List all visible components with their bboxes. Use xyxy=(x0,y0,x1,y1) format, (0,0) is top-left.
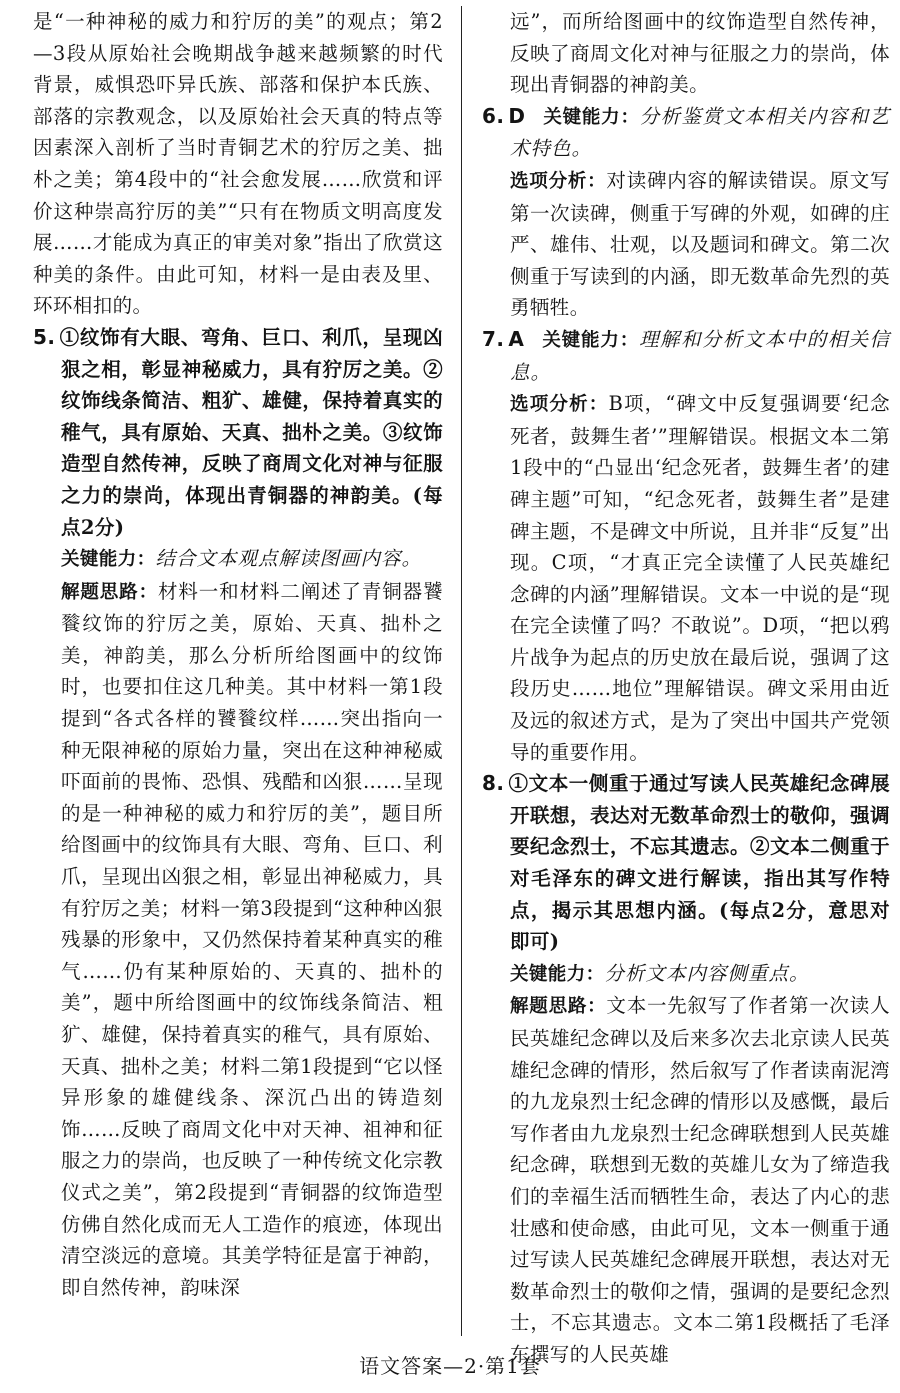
ability-text: 分析鉴赏文本相关内容和艺术特色。 xyxy=(510,104,890,161)
answer-text: ①纹饰有大眼、弯角、巨口、利爪，呈现凶狠之相，彰显神秘威力，具有狞厉之美。②纹饰线条简洁、粗犷、雄健，保持着真实的稚气，具有原始、天真、拙朴之美。③纹饰造型自然传神，反映了商周文化对神与征服之力的崇尚，体现出青铜器的神韵美。(每点2分) xyxy=(59,325,443,539)
q5-ability xyxy=(33,543,443,576)
column-divider xyxy=(461,6,462,1336)
thinking-label: 解题思路： xyxy=(510,996,607,1018)
right-column xyxy=(482,6,890,1366)
thinking-text: 材料一和材料二阐述了青铜器饕餮纹饰的狞厉之美，原始、天真、拙朴之美，神韵美，那么分析所给图画中的纹饰时，也要扣住这几种美。其中材料一第1段提到“各式各样的饕餮纹样……突出指向一种无限神秘的原始力量，突出在这种神秘威吓面前的畏怖、恐惧、残酷和凶狠……呈现的是一种神秘的威力和狞厉的美”，题目所给图画中的纹饰具有大眼、弯角、巨口、利爪，呈现出凶狠之相，彰显出神秘威力，具有狞厉之美；材料一第3段提到“这种种凶狠残暴的形象中，又仍然保持着某种真实的稚气……仍有某种原始的、天真的、拙朴的美”，题中所给图画中的纹饰线条简洁、粗犷、雄健，保持着真实的稚气，具有原始、天真、拙朴之美；材料二第1段提到“它以怪异形象的雄健线条、深沉凸出的铸造刻饰……反映了商周文化中对天神、祖神和征服之力的崇尚，也反映了一种传统文化宗教仪式之美”，第2段提到“青铜器的纹饰造型仿佛自然化成而无人工造作的痕迹，体现出清空淡远的意境。其美学特征是富于神韵，即自然传神，韵味深 xyxy=(61,579,443,1299)
answer-option: D xyxy=(508,103,526,128)
ability-label: 关键能力： xyxy=(542,329,640,351)
ability-text: 理解和分析文本中的相关信息。 xyxy=(510,327,890,384)
ability-label: 关键能力： xyxy=(510,963,605,985)
answer-option: A xyxy=(508,326,525,351)
q8-ability xyxy=(482,958,890,991)
analysis-text: 对读碑内容的解读错误。原文写第一次读碑，侧重于写碑的外观，如碑的庄严、雄伟、壮观，以及题词和碑文。第二次侧重于写读到的内涵，即无数革命先烈的英勇牺牲。 xyxy=(510,168,890,320)
q4-continuation: 是“一种神秘的威力和狞厉的美”的观点；第2—3段从原始社会晚期战争越来越频繁的时代背景，威惧恐吓异氏族、部落和保护本氏族、部落的宗教观念，以及原始社会天真的特点等因素深入剖析了当时青铜艺术的狞厉之美、拙朴之美；第4段中的“社会愈发展……欣赏和评价这种崇高狞厉的美”“只有在物质文明高度发展……才能成为真正的审美对象”指出了欣赏这种美的条件。由此可知，材料一是由表及里、环环相扣的。 xyxy=(33,10,443,318)
q8-thinking xyxy=(482,990,890,1370)
thinking-label: 解题思路： xyxy=(61,581,158,603)
question-7 xyxy=(482,324,890,388)
left-column xyxy=(33,6,443,1336)
question-number: 8. xyxy=(482,771,505,796)
ability-text: 分析文本内容侧重点。 xyxy=(604,961,810,985)
question-8 xyxy=(482,768,890,958)
page-footer: 语文答案—2·第1套 xyxy=(359,1354,541,1378)
question-6 xyxy=(482,101,890,165)
question-number: 5. xyxy=(33,324,56,349)
ability-label: 关键能力： xyxy=(61,549,156,571)
ability-text: 结合文本观点解读图画内容。 xyxy=(155,547,423,571)
ability-label: 关键能力： xyxy=(543,106,640,128)
analysis-label: 选项分析： xyxy=(510,170,607,192)
question-5 xyxy=(33,322,443,543)
analysis-text: B项，“碑文中反复强调要‘纪念死者，鼓舞生者’”理解错误。根据文本二第1段中的“凸显出‘纪念死者，鼓舞生者’的建碑主题”可知，“纪念死者，鼓舞生者”是建碑主题，不是碑文中所说，且并非“反复”出现。C项，“才真正完全读懂了人民英雄纪念碑的内涵”理解错误。文本一中说的是“现在完全读懂了吗？不敢说”。D项，“把以鸦片战争为起点的历史放在最后说，强调了这段历史……地位”理解错误。碑文采用由近及远的叙述方式，是为了突出中国共产党领导的重要作用。 xyxy=(510,392,890,764)
analysis-label: 选项分析： xyxy=(510,394,609,416)
q5-continuation: 远”，而所给图画中的纹饰造型自然传神，反映了商周文化对神与征服之力的崇尚，体现出青铜器的神韵美。 xyxy=(510,10,890,97)
question-number: 7. xyxy=(482,326,505,351)
q6-analysis xyxy=(482,165,890,324)
q7-analysis xyxy=(482,388,890,768)
question-number: 6. xyxy=(482,103,505,128)
answer-text: ①文本一侧重于通过写读人民英雄纪念碑展开联想，表达对无数革命烈士的敬仰，强调要纪念烈士，不忘其遗志。②文本二侧重于对毛泽东的碑文进行解读，指出其写作特点，揭示其思想内涵。(每点2分，意思对即可) xyxy=(508,772,890,954)
q5-thinking xyxy=(33,576,443,1304)
thinking-text: 文本一先叙写了作者第一次读人民英雄纪念碑以及后来多次去北京读人民英雄纪念碑的情形，然后叙写了作者读南泥湾的九龙泉烈士纪念碑的情形以及感慨，最后写作者由九龙泉烈士纪念碑联想到人民英雄纪念碑，联想到无数的英雄儿女为了缔造我们的幸福生活而牺牲生命，表达了内心的悲壮感和使命感，由此可见，文本一侧重于通过写读人民英雄纪念碑展开联想，表达对无数革命烈士的敬仰之情，强调的是要纪念烈士，不忘其遗志。文本二第1段概括了毛泽东撰写的人民英雄 xyxy=(510,994,890,1366)
